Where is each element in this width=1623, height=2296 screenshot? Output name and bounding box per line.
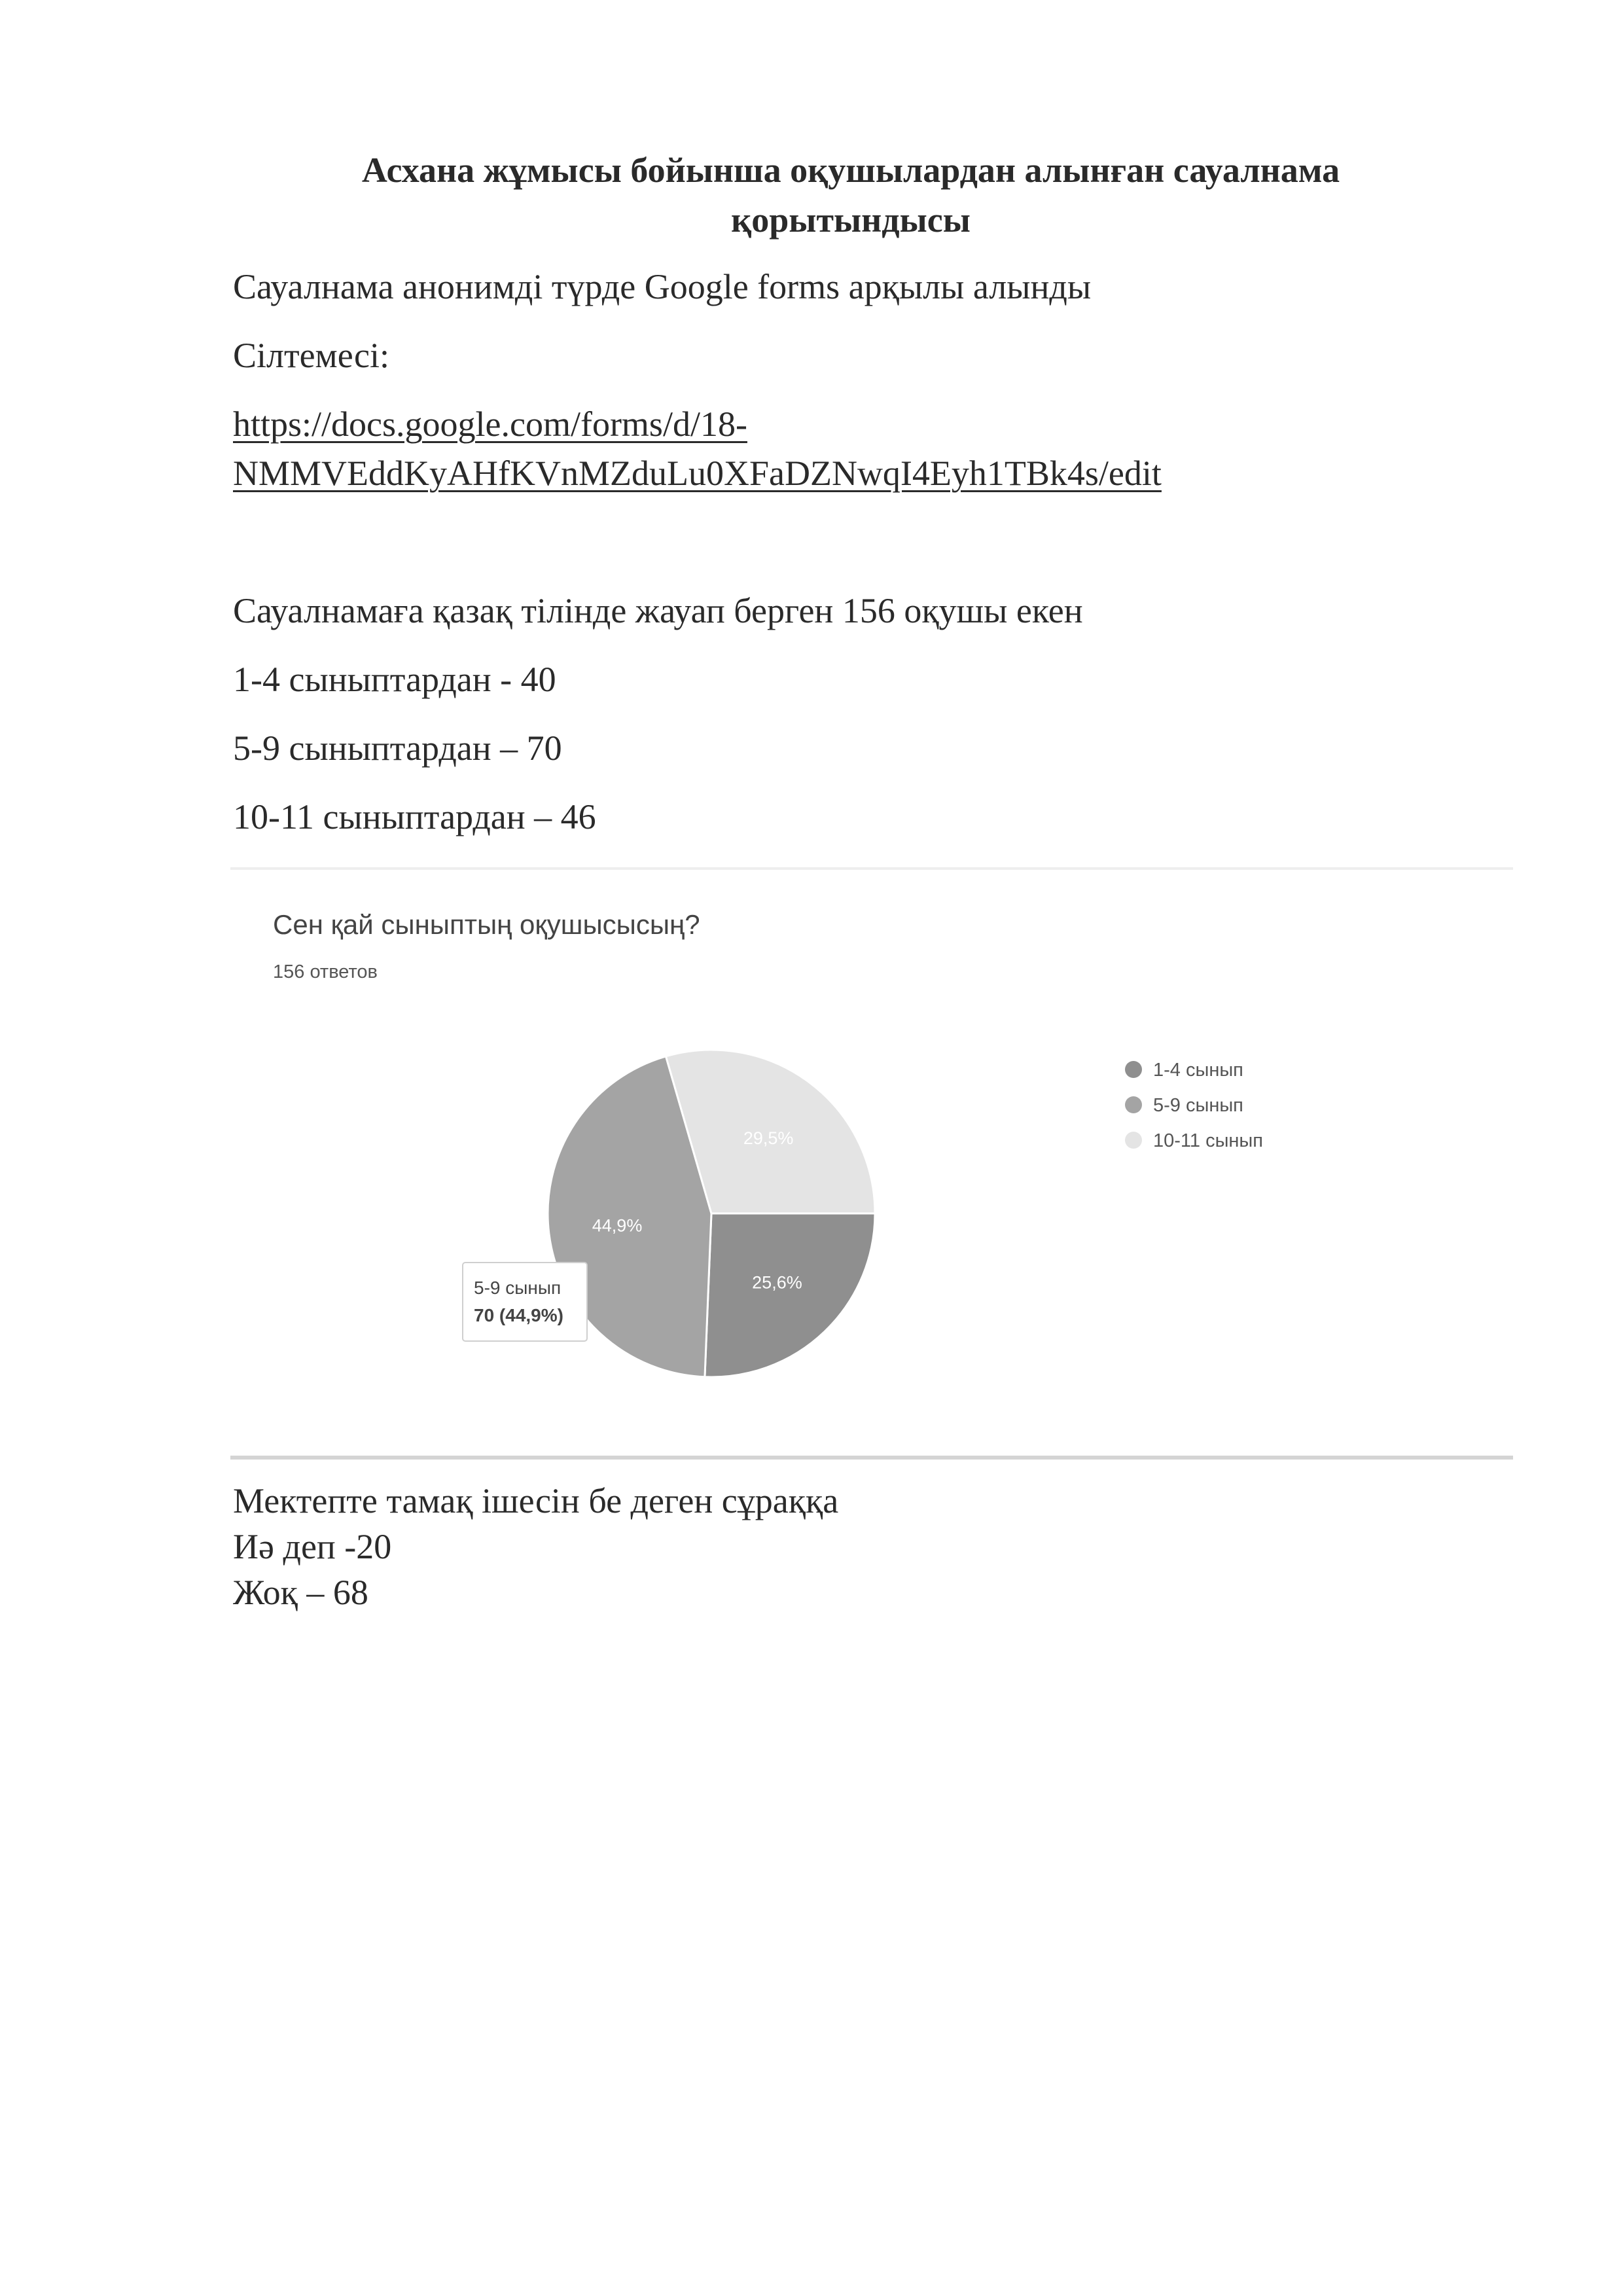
pie-slice-label-2: 44,9% (592, 1215, 643, 1236)
title-line-1: Асхана жұмысы бойынша оқушылардан алынған сауалнама (361, 151, 1340, 190)
group-1-4-count: 1-4 сыныптардан - 40 (233, 660, 556, 699)
group-10-11-count: 10-11 сыныптардан – 46 (233, 797, 596, 836)
legend-swatch-3 (1125, 1132, 1142, 1149)
legend-label-2[interactable]: 5-9 сынып (1153, 1095, 1243, 1116)
title-line-2: қорытындысы (731, 200, 971, 240)
pie-slice-1[interactable] (705, 1213, 875, 1377)
answer-yes: Иә деп -20 (233, 1527, 392, 1566)
legend-swatch-2 (1125, 1096, 1142, 1113)
question-title: Сен қай сыныптың оқушысысың? (273, 909, 700, 940)
question-2-text: Мектепте тамақ ішесін бе деген сұраққа (233, 1481, 839, 1520)
group-5-9-count: 5-9 сыныптардан – 70 (233, 728, 562, 768)
form-results-card (230, 867, 1513, 1460)
form-link-line-2[interactable]: NMMVEddKyAHfKVnMZduLu0XFaDZNwqI4Eyh1TBk4s/edit (233, 454, 1162, 493)
tooltip-value: 70 (44,9%) (474, 1305, 563, 1325)
pie-slice-label-1: 25,6% (752, 1272, 802, 1293)
pie-chart (230, 870, 1513, 1456)
answer-no: Жоқ – 68 (233, 1573, 368, 1612)
legend-label-3[interactable]: 10-11 сынып (1153, 1130, 1263, 1151)
legend-swatch-1 (1125, 1061, 1142, 1078)
form-link-line-1[interactable]: https://docs.google.com/forms/d/18- (233, 404, 747, 444)
chart-tooltip (463, 1263, 587, 1341)
tooltip-box (463, 1263, 587, 1341)
document-title (275, 145, 1427, 245)
link-label: Сілтемесі: (233, 336, 389, 375)
legend-label-1[interactable]: 1-4 сынып (1153, 1060, 1243, 1081)
response-count: 156 ответов (273, 961, 378, 982)
tooltip-category: 5-9 сынып (474, 1278, 562, 1298)
intro-text: Сауалнама анонимді түрде Google forms арқылы алынды (233, 267, 1092, 306)
pie-slice-label-3: 29,5% (743, 1128, 794, 1149)
respondents-text: Сауалнамаға қазақ тілінде жауап берген 156 оқушы екен (233, 591, 1083, 630)
